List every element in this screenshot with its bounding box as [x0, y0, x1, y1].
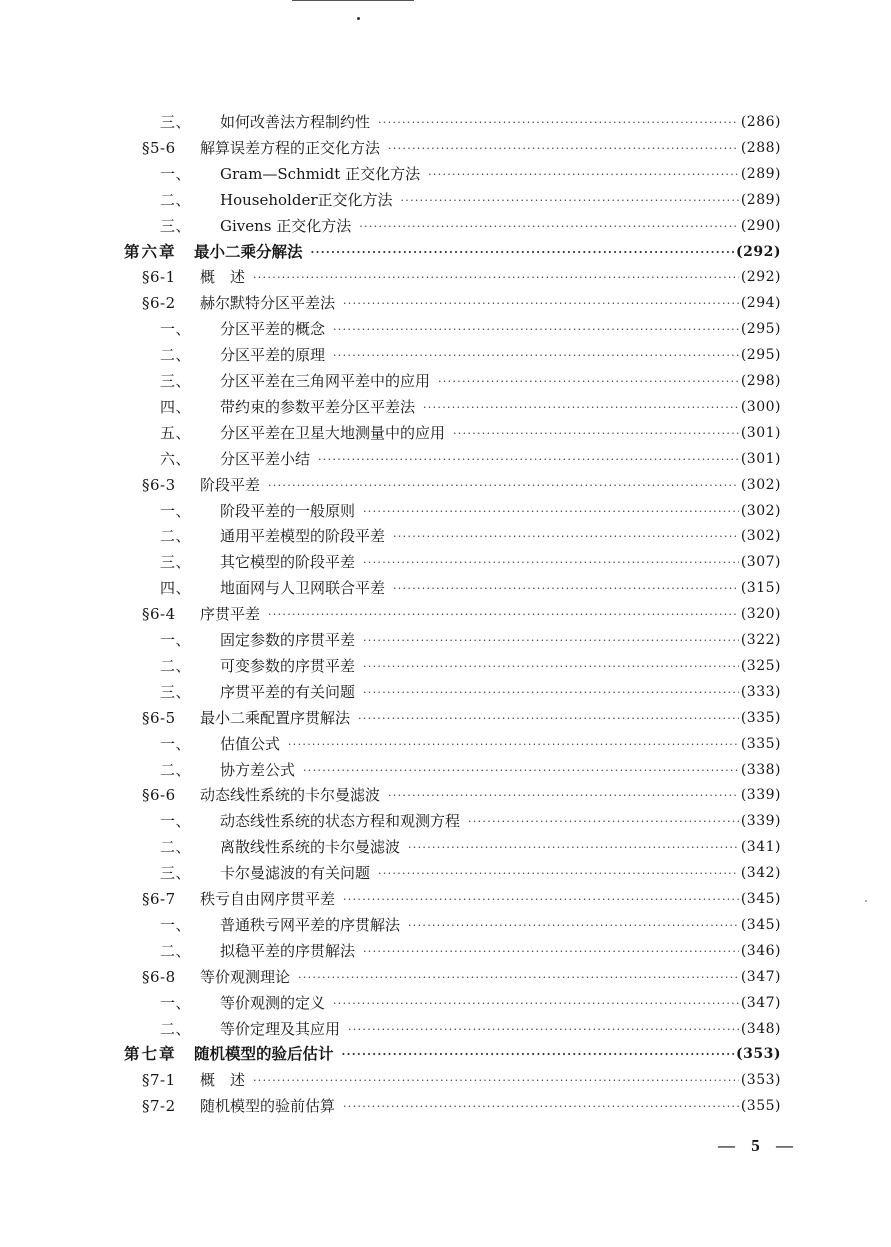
dot-leader: [423, 395, 739, 421]
toc-item-row: [160, 342, 781, 368]
toc-entry-title: 等价观测的定义: [220, 993, 326, 1012]
toc-entry-title: 拟稳平差的序贯解法: [220, 941, 356, 960]
toc-item-row: [160, 316, 781, 342]
toc-item-row: [160, 213, 781, 239]
dot-leader: [268, 602, 739, 628]
toc-entry-label: [124, 1041, 334, 1067]
toc-entry-title: Givens 正交化方法: [220, 216, 352, 235]
toc-entry-label: [142, 290, 335, 316]
toc-item-row: [160, 549, 781, 575]
scan-edge-line: [292, 0, 414, 1]
toc-entry-title: 协方差公式: [220, 760, 296, 779]
toc-item-row: [160, 834, 781, 860]
dot-leader: [408, 835, 739, 861]
dot-leader: [363, 680, 739, 706]
toc-entry-page: (288): [740, 139, 781, 156]
toc-entry-page: (348): [740, 1020, 781, 1037]
dot-leader: [393, 524, 739, 550]
toc-entry-page: (302): [740, 476, 781, 493]
dot-leader: [378, 861, 739, 887]
scan-speck: [357, 17, 360, 20]
toc-entry-number: 一、: [160, 734, 192, 753]
toc-entry-label: [142, 886, 335, 912]
dot-leader: [363, 550, 739, 576]
toc-entry-number: 二、: [160, 527, 192, 546]
dot-leader: [318, 447, 739, 473]
dot-leader: [393, 576, 739, 602]
toc-entry-title: 最小二乘配置序贯解法: [200, 708, 351, 727]
toc-entry-title: 如何改善法方程制约性: [220, 113, 371, 131]
toc-entry-number: 二、: [160, 346, 192, 365]
toc-entry-label: [160, 342, 325, 368]
toc-entry-number: 三、: [160, 682, 192, 701]
toc-entry-title: 阶段平差: [200, 475, 261, 494]
toc-entry-title: 地面网与人卫网联合平差: [220, 579, 386, 598]
toc-entry-title: Gram—Schmidt 正交化方法: [220, 164, 421, 183]
toc-entry-page: (295): [740, 347, 781, 364]
toc-entry-title: 序贯平差的有关问题: [220, 682, 356, 701]
toc-entry-number: 第六章: [124, 241, 177, 261]
toc-entry-number: 五、: [160, 423, 192, 442]
toc-entry-number: 第七章: [124, 1044, 177, 1064]
dot-leader: [343, 887, 739, 913]
toc-entry-page: (333): [740, 683, 781, 700]
toc-section-row: [142, 964, 781, 990]
dot-leader: [348, 1017, 739, 1043]
toc-entry-title: 其它模型的阶段平差: [220, 553, 356, 572]
toc-entry-page: (345): [740, 891, 781, 907]
toc-entry-title: 赫尔默特分区平差法: [200, 294, 336, 313]
toc-entry-label: [160, 368, 430, 394]
toc-item-row: [160, 498, 781, 524]
toc-entry-title: 可变参数的序贯平差: [220, 656, 356, 675]
toc-entry-title: 概 述: [200, 268, 246, 287]
toc-entry-label: [142, 472, 260, 498]
toc-entry-number: 三、: [160, 216, 192, 235]
dot-leader: [401, 188, 739, 214]
toc-item-row: [160, 575, 781, 601]
toc-entry-label: [160, 938, 355, 964]
toc-entry-number: 三、: [160, 864, 192, 883]
dot-leader: [253, 265, 739, 291]
toc-entry-number: §6-6: [142, 786, 176, 805]
toc-entry-page: (289): [740, 191, 781, 208]
toc-entry-page: (302): [740, 502, 781, 519]
toc-entry-page: (294): [740, 295, 781, 312]
toc-entry-page: (347): [740, 994, 781, 1011]
dot-leader: [468, 809, 739, 835]
dot-leader: [438, 369, 739, 395]
toc-entry-number: 二、: [160, 941, 192, 960]
toc-entry-number: §7-1: [142, 1071, 176, 1090]
toc-entry-label: [160, 990, 325, 1016]
toc-entry-title: 最小二乘分解法: [194, 241, 303, 261]
dot-leader: [303, 758, 739, 784]
toc-entry-page: (300): [740, 398, 781, 415]
dot-leader: [343, 291, 739, 317]
toc-entry-label: [160, 187, 393, 213]
toc-entry-label: [142, 705, 350, 731]
toc-entry-title: 序贯平差: [200, 605, 261, 624]
toc-entry-page: (353): [736, 1046, 781, 1063]
toc-entry-number: 二、: [160, 656, 192, 675]
toc-entry-label: [160, 420, 445, 446]
dot-leader: [333, 317, 739, 343]
toc-entry-page: (342): [740, 865, 781, 882]
toc-entry-page: (292): [740, 269, 781, 286]
toc-entry-page: (355): [740, 1098, 781, 1115]
toc-entry-number: 二、: [160, 838, 192, 857]
toc-entry-number: 三、: [160, 372, 192, 390]
toc-entry-title: 分区平差的概念: [220, 320, 326, 339]
toc-entry-page: (301): [740, 424, 781, 441]
toc-entry-label: [142, 1093, 335, 1119]
toc-entry-number: §7-2: [142, 1097, 176, 1116]
toc-chapter-row: [124, 239, 781, 265]
dot-leader: [388, 136, 739, 162]
toc-entry-page: (353): [740, 1072, 781, 1089]
toc-entry-label: [160, 679, 355, 705]
toc-item-row: [160, 938, 781, 964]
toc-entry-page: (335): [740, 709, 781, 726]
toc-entry-label: [160, 834, 400, 860]
toc-entry-title: Householder正交化方法: [220, 190, 393, 209]
toc-entry-page: (301): [740, 450, 781, 467]
toc-entry-title: 分区平差在三角网平差中的应用: [220, 372, 431, 390]
toc-entry-page: (295): [740, 321, 781, 338]
toc-entry-title: 分区平差的原理: [220, 346, 326, 365]
toc-entry-number: §6-2: [142, 294, 176, 313]
toc-entry-page: (339): [740, 787, 781, 804]
dot-leader: [359, 214, 739, 240]
toc-entry-label: [160, 523, 385, 549]
toc-entry-title: 等价定理及其应用: [220, 1019, 341, 1038]
dot-leader: [253, 1068, 739, 1094]
dot-leader: [343, 1094, 739, 1120]
toc-section-row: [142, 135, 781, 161]
toc-entry-title: 普通秩亏网平差的序贯解法: [220, 915, 401, 934]
toc-entry-page: (290): [740, 217, 781, 234]
toc-entry-title: 随机模型的验后估计: [194, 1044, 334, 1064]
toc-entry-number: 一、: [160, 631, 192, 649]
toc-entry-label: [160, 213, 351, 239]
toc-entry-number: 三、: [160, 553, 192, 572]
toc-entry-title: 动态线性系统的状态方程和观测方程: [220, 812, 461, 831]
toc-entry-title: 概 述: [200, 1071, 246, 1090]
toc-entry-title: 离散线性系统的卡尔曼滤波: [220, 838, 401, 857]
toc-entry-page: (302): [740, 528, 781, 545]
dot-leader: [408, 913, 739, 939]
toc-entry-number: 一、: [160, 915, 192, 934]
dot-leader: [363, 939, 739, 965]
toc-entry-title: 动态线性系统的卡尔曼滤波: [200, 786, 381, 805]
toc-entry-number: 二、: [160, 190, 192, 209]
dot-leader: [342, 1042, 735, 1068]
toc-entry-page: (335): [740, 735, 781, 752]
toc-entry-number: §5-6: [142, 138, 176, 157]
dot-leader: [288, 732, 739, 758]
toc-entry-number: 二、: [160, 760, 192, 779]
toc-entry-page: (315): [740, 580, 781, 597]
toc-entry-label: [142, 601, 260, 627]
toc-entry-label: [160, 316, 325, 342]
toc-entry-label: [160, 498, 355, 524]
toc-entry-label: [160, 860, 370, 886]
toc-section-row: [142, 1067, 781, 1093]
toc-entry-title: 带约束的参数平差分区平差法: [220, 397, 416, 416]
toc-chapter-row: [124, 1041, 781, 1067]
toc-entry-page: (322): [740, 632, 781, 648]
toc-entry-label: [160, 394, 415, 420]
toc-entry-page: (307): [740, 554, 781, 571]
toc-item-row: [160, 420, 781, 446]
toc-entry-number: 一、: [160, 320, 192, 339]
toc-entry-label: [160, 161, 420, 187]
toc-entry-number: 二、: [160, 1019, 192, 1038]
toc-entry-label: [160, 575, 385, 601]
dot-leader: [298, 965, 739, 991]
toc-item-row: [160, 679, 781, 705]
toc-entry-number: 四、: [160, 397, 192, 416]
toc-entry-label: [160, 1016, 340, 1042]
toc-entry-page: (345): [740, 916, 781, 933]
toc-entry-label: [160, 808, 460, 834]
toc-entry-title: 解算误差方程的正交化方法: [200, 138, 381, 157]
toc-item-row: [160, 187, 781, 213]
toc-entry-label: [142, 264, 245, 290]
toc-entry-title: 通用平差模型的阶段平差: [220, 527, 386, 546]
dot-leader: [388, 783, 739, 809]
toc-entry-label: [160, 757, 295, 783]
toc-section-row: [142, 601, 781, 627]
toc-item-row: [160, 523, 781, 549]
toc-entry-number: 一、: [160, 501, 192, 520]
toc-entry-title: 分区平差在卫星大地测量中的应用: [220, 423, 446, 442]
toc-item-row: [160, 368, 781, 394]
toc-entry-number: §6-4: [142, 605, 176, 624]
toc-item-row: [160, 912, 781, 938]
toc-entry-page: (289): [740, 165, 781, 182]
toc-entry-label: [142, 782, 380, 808]
toc-section-row: [142, 782, 781, 808]
toc-entry-number: §6-1: [142, 268, 176, 287]
dot-leader: [268, 473, 739, 499]
toc-entry-page: (347): [740, 968, 781, 985]
toc-entry-title: 秩亏自由网序贯平差: [200, 890, 336, 908]
toc-entry-label: [160, 446, 310, 472]
toc-entry-number: §6-8: [142, 967, 176, 986]
toc-item-row: [160, 731, 781, 757]
toc-item-row: [160, 808, 781, 834]
toc-item-row: [160, 627, 781, 653]
toc-item-row: [160, 1016, 781, 1042]
dot-leader: [378, 110, 739, 136]
toc-entry-label: [124, 239, 303, 265]
toc-entry-page: (292): [736, 243, 781, 260]
dot-leader: [428, 162, 739, 188]
toc-entry-number: §6-3: [142, 475, 176, 494]
toc-entry-label: [160, 653, 355, 679]
toc-section-row: [142, 705, 781, 731]
dot-leader: [453, 421, 739, 447]
toc-item-row: [160, 757, 781, 783]
toc-entry-title: 估值公式: [220, 734, 281, 753]
toc-entry-title: 随机模型的验前估算: [200, 1097, 336, 1116]
toc-item-row: [160, 990, 781, 1016]
toc-section-row: [142, 472, 781, 498]
toc-item-row: [160, 109, 781, 135]
toc-entry-page: (346): [740, 942, 781, 959]
toc-item-row: [160, 653, 781, 679]
toc-entry-label: [142, 1067, 245, 1093]
dot-leader: [363, 499, 739, 525]
toc-entry-label: [160, 627, 355, 653]
dot-leader: [333, 991, 739, 1017]
toc-entry-page: (341): [740, 839, 781, 856]
toc-entry-title: 等价观测理论: [200, 967, 291, 986]
toc-entry-page: (338): [740, 761, 781, 778]
toc-item-row: [160, 860, 781, 886]
toc-section-row: [142, 290, 781, 316]
scan-speck: [865, 900, 867, 902]
toc-entry-title: 阶段平差的一般原则: [220, 501, 356, 520]
dot-leader: [311, 240, 735, 266]
toc-entry-label: [160, 109, 370, 135]
dot-leader: [358, 706, 739, 732]
toc-section-row: [142, 1093, 781, 1119]
toc-entry-label: [160, 731, 280, 757]
toc-entry-page: (320): [740, 606, 781, 623]
toc-entry-title: 固定参数的序贯平差: [220, 631, 356, 649]
page-number: — 5 —: [718, 1136, 799, 1155]
toc-entry-page: (298): [740, 373, 781, 389]
toc-entry-title: 分区平差小结: [220, 449, 311, 468]
toc-entry-number: §6-7: [142, 890, 176, 908]
dot-leader: [363, 654, 739, 680]
toc-entry-title: 卡尔曼滤波的有关问题: [220, 864, 371, 883]
toc-entry-number: 四、: [160, 579, 192, 598]
toc-entry-label: [160, 912, 400, 938]
toc-section-row: [142, 264, 781, 290]
toc-entry-label: [160, 549, 355, 575]
toc-entry-label: [142, 964, 290, 990]
dot-leader: [333, 343, 739, 369]
toc-entry-number: 六、: [160, 449, 192, 468]
dot-leader: [363, 628, 739, 654]
toc-entry-label: [142, 135, 380, 161]
toc-entry-page: (325): [740, 657, 781, 674]
toc-item-row: [160, 394, 781, 420]
toc-entry-number: §6-5: [142, 708, 176, 727]
toc-entry-number: 一、: [160, 164, 192, 183]
toc-item-row: [160, 161, 781, 187]
toc-entry-number: 一、: [160, 993, 192, 1012]
toc-entry-page: (339): [740, 813, 781, 830]
toc-item-row: [160, 446, 781, 472]
toc-entry-page: (286): [740, 114, 781, 130]
toc-entry-number: 三、: [160, 113, 192, 131]
toc-entry-number: 一、: [160, 812, 192, 831]
toc-section-row: [142, 886, 781, 912]
